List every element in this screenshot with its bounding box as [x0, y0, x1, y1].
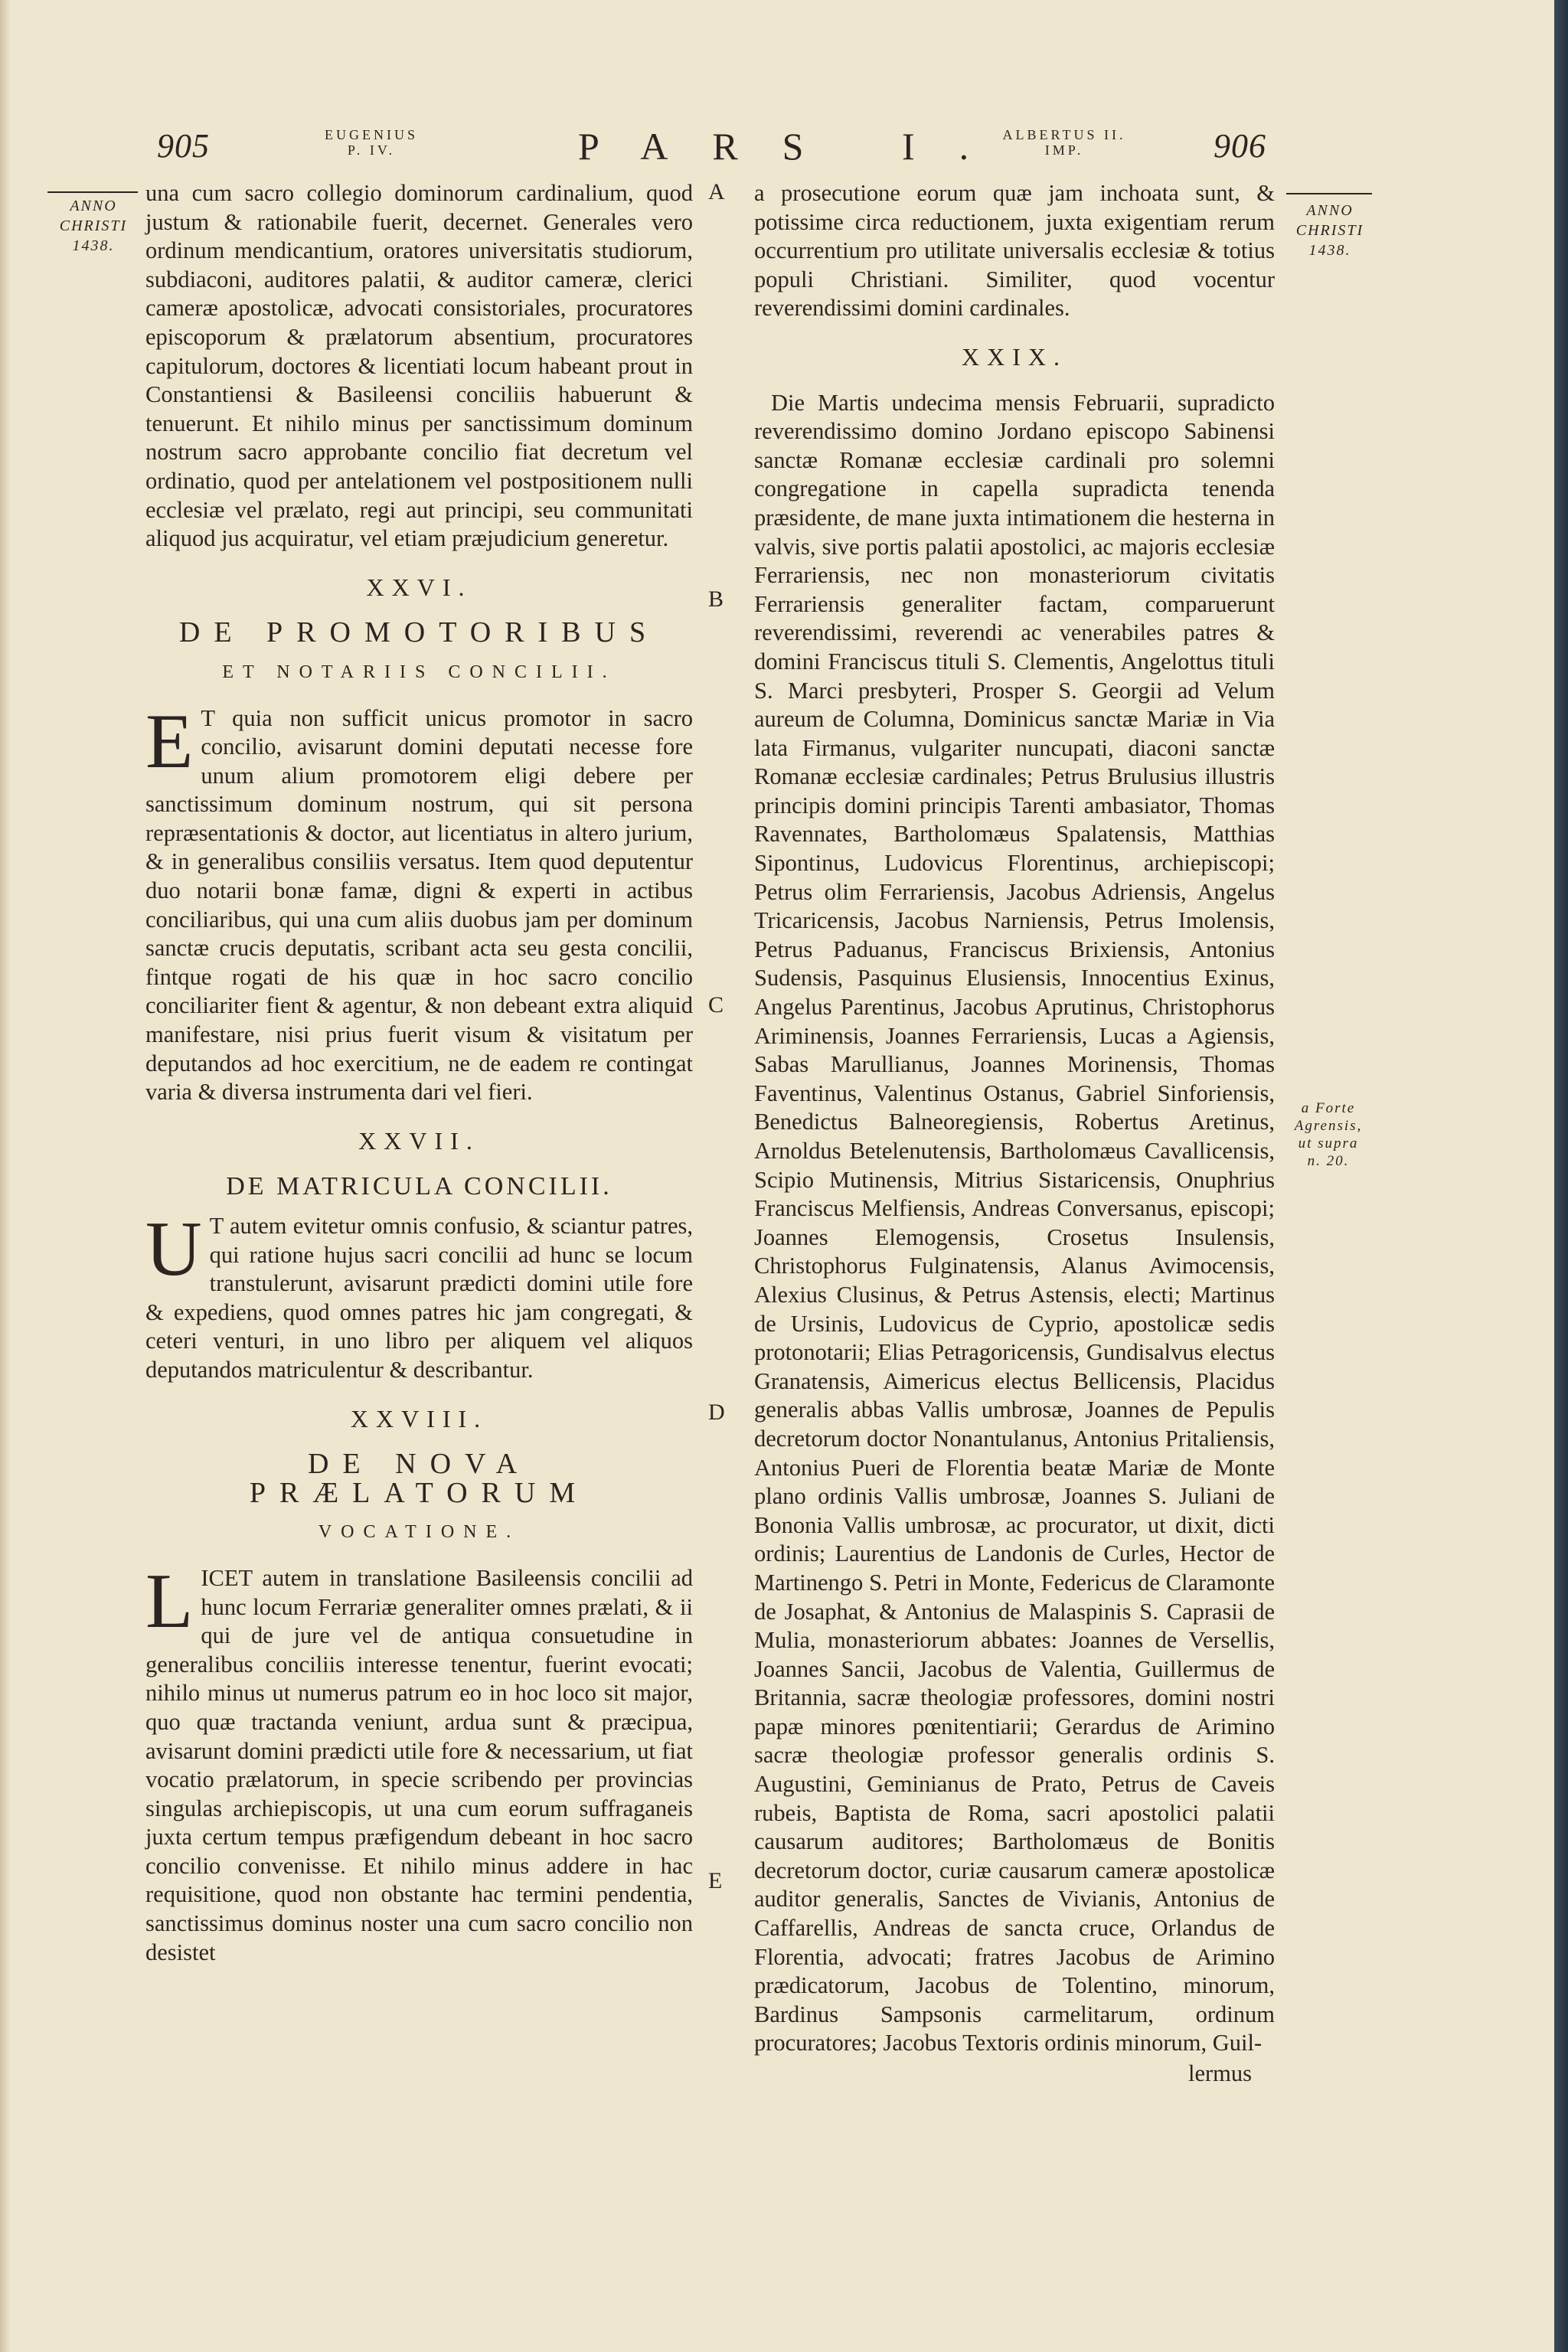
drop-cap-e: E	[145, 697, 194, 785]
left-intro-paragraph: una cum sacro collegio dominorum cardinalium, quod justum & rationabile fuerit, decernet. Generales vero ordinum mendicantium, oratores universitatis studiorum, subdiaconi, auditores palatii, & auditor cameræ, clerici cameræ apostolicæ, advocati consistoriales, procuratores episcoporum & prælatorum absentium, procuratores capitulorum, doctores & licentiati locum habeant prout in Constantiensi & Basileensi conciliis habuerunt & tenuerunt. Et nihilo minus per sanctissimum dominum nostrum sacro approbante concilio fiat decretum vel ordinatio, quod per antelationem vel postpositionem nulli ecclesiæ vel prælato, regi aut principi, seu communitati aliquod jus acquiratur, vel etiam præjudicium generetur.	[145, 180, 693, 552]
left-column	[145, 179, 693, 1968]
section-28-title: DE NOVA PRÆLATORUM	[249, 1448, 590, 1509]
page-gutter	[0, 0, 11, 2352]
margin-year-number-left: 1438.	[72, 237, 115, 254]
left-running-head	[310, 127, 433, 158]
footnote-line-1: a Forte	[1301, 1100, 1356, 1116]
section-26-number: XXVI.	[366, 573, 472, 601]
gutter-letter-b: B	[708, 586, 724, 612]
gutter-letter-e: E	[708, 1868, 723, 1893]
section-26-text: T quia non sufficit unicus promotor in sacro concilio, avisarunt domini deputati necesse fore unum alium promotorem eligi debere per sanctissimum dominum nostrum, qui sit persona repræsentationis & doctor, aut licentiatus in altero jurium, & in generalibus consiliis versatus. Item quod deputentur duo notarii bonæ famæ, digni & experti in actibus conciliaribus, qui una cum aliis duobus jam per dominum sanctæ crucis deputatis, scribant acta seu gesta concilii, fintque rogati de his quæ in hoc sacro concilio conciliariter fient & agentur, & non debeant extra aliquid manifestare, nisi prius fuerit visum & visitatum per deputandos ad hoc exercitium, ne de eadem re contingat varia & diversa instrumenta dari vel fieri.	[145, 704, 693, 1106]
page-title: PARS I.	[578, 125, 1014, 168]
section-27-paragraph	[145, 1206, 693, 1385]
section-29-number: XXIX.	[962, 342, 1067, 371]
right-page-number: 906	[1214, 127, 1266, 165]
gutter-letter-c: C	[708, 992, 724, 1018]
right-intro-paragraph: a prosecutione eorum quæ jam inchoata sunt, & potissime circa reductionem, juxta exigentiam rerum occurrentium pro utilitate universalis ecclesiæ & totius populi Christiani. Similiter, quod vocentur reverendissimi domini cardinales.	[754, 180, 1275, 322]
left-running-head-top: EUGENIUS	[325, 127, 418, 142]
section-27-text: T autem evitetur omnis confusio, & sciantur patres, qui ratione hujus sacri concilii ad hunc se locum transtulerunt, avisarunt prædicti domini utile fore & expediens, quod omnes patres hic jam congregati, & ceteri venturi, in uno libro per aliquem vel aliquos deputandos matriculentur & describantur.	[145, 1213, 693, 1383]
margin-rule-left	[47, 191, 138, 193]
left-page-number: 905	[157, 127, 210, 165]
drop-cap-u: U	[145, 1206, 202, 1292]
drop-cap-l: L	[145, 1557, 194, 1645]
left-running-head-bottom: P. IV.	[347, 142, 396, 158]
margin-year-number-right: 1438.	[1308, 242, 1351, 259]
margin-christi-left: CHRISTI	[59, 217, 128, 234]
margin-christi-right: CHRISTI	[1295, 222, 1364, 239]
footnote-line-3: ut supra	[1298, 1135, 1359, 1152]
margin-year-left	[46, 196, 141, 256]
right-running-head-bottom: IMP.	[1044, 142, 1084, 158]
section-26-subtitle: ET NOTARIIS CONCILII.	[222, 662, 616, 682]
right-running-head	[988, 127, 1141, 158]
section-28-paragraph	[145, 1557, 693, 1967]
margin-year-right	[1279, 201, 1381, 260]
section-28-number: XXVIII.	[350, 1404, 488, 1432]
section-26-title: DE PROMOTORIBUS	[178, 616, 660, 649]
section-28-subtitle: VOCATIONE.	[318, 1522, 521, 1543]
section-27-number: XXVII.	[358, 1126, 480, 1155]
right-column	[754, 179, 1275, 2090]
section-28-text: ICET autem in translatione Basileensis concilii ad hunc locum Ferrariæ generaliter omnes prælati, & ii qui de jure vel de antiqua consuetudine in generalibus conciliis interesse tenentur, fuerint evocati; nihilo minus ut numerus patrum eo in hoc loco sit major, quo quæ tractanda veniunt, ardua sunt & præcipua, avisarunt domini prædicti utile fore & necessarium, ut fiat vocatio prælatorum, in specie scribendo per provincias singulas archiepiscopis, ut una cum eorum suffraganeis juxta certum tempus præfigendum debeant in hoc sacro concilio convenisse. Et nihilo minus addere in hac requisitione, quod non obstante hac termini pendentia, sanctissimus dominus noster una cum sacro concilio non desistet	[145, 1564, 693, 1965]
section-29-text: Die Martis undecima mensis Februarii, supradicto reverendissimo domino Jordano episcopo Sabinensi sanctæ Romanæ ecclesiæ cardinali pro solemni congregatione in capella supradicta tenenda præsidente, de mane juxta intimationem die hesterna in valvis, sive portis palatii apostolici, ac majoris ecclesiæ Ferrariensis, nec non monasteriorum civitatis Ferrariensis generaliter factam, comparuerunt reverendissimi, reverendi ac venerabiles patres & domini Franciscus tituli S. Clementis, Angelottus tituli S. Marci presbyteri, Prosper S. Georgii ad Velum aureum de Columna, Dominicus sanctæ Mariæ in Via lata Firmanus, vulgariter nuncupati, diaconi sanctæ Romanæ ecclesiæ cardinales; Petrus Brulusius illustris principis domini principis Tarenti ambasiator, Thomas Ravennates, Bartholomæus Spalatensis, Matthias Sipontinus, Ludovicus Florentinus, archiepiscopi; Petrus olim Ferrariensis, Jacobus Adriensis, Angelus Tricaricensis, Jacobus Narniensis, Petrus Imolensis, Petrus Paduanus, Franciscus Brixiensis, Antonius Sudensis, Pasquinus Elusiensis, Innocentius Exinus, Angelus Parentinus, Jacobus Aprutinus, Christophorus Ariminensis, Joannes Ferrariensis, Lucas a Agiensis, Sabas Marullianus, Joannes Morinensis, Thomas Faventinus, Valentinus Ostanus, Gabriel Sinforiensis, Benedictus Balneoregiensis, Robertus Aretinus, Arnoldus Betelenutensis, Bartholomæus Cavallicensis, Scipio Mutinensis, Mitrius Sistaricensis, Onuphrius Franciscus Melfiensis, Andreas Conversanus, episcopi; Joannes Elemogensis, Crosetus Insulensis, Christophorus Fulginatensis, Alanus Avimocensis, Alexius Clusinus, & Petrus Astensis, electi; Martinus de Ursinis, Ludovicus de Cyprio, apostolicæ sedis protonotarii; Elias Petragoricensis, Gundisalvus electus Granatensis, Aimericus electus Bellicensis, Placidus generalis abbas Vallis umbrosæ, Joannes de Pepulis decretorum doctor Nonantulanus, Antonius Pritaliensis, Antonius Pueri de Florentia beatæ Mariæ de Monte plano ordinis Vallis umbrosæ, Joannes S. Juliani de Bononia Vallis umbrosæ, ac procurator, ut dixit, dicti ordinis; Laurentius de Landonis de Curles, Hector de Martinengo S. Petri in Monte, Federicus de Claramonte de Josaphat, & Antonius de Malaspinis S. Caprasii de Mulia, monasteriorum abbates: Joannes de Versellis, Joannes Sancii, Jacobus de Valentia, Guillermus de Britannia, sacræ theologiæ professores, domini nostri papæ minores pœnitentiarii; Gerardus de Arimino sacræ theologiæ professor generalis ordinis S. Augustini, Geminianus de Prato, Petrus de Caveis rubeis, Baptista de Roma, sacri apostolici palatii causarum auditores; Bartholomæus de Bonitis decretorum doctor, curiæ causarum cameræ apostolicæ auditor generalis, Sanctes de Vivianis, Antonius de Caffarellis, Andreas de sancta cruce, Orlandus de Florentia, advocati; fratres Jacobus de Arimino prædicatorum, Jacobus de Tolentino, minorum, Bardinus Sampsonis carmelitarum, ordinum procuratores; Jacobus Textoris ordinis minorum, Guil-	[754, 389, 1275, 2056]
page-edge	[1554, 0, 1568, 2352]
gutter-letter-a: A	[708, 179, 725, 204]
footnote-line-2: Agrensis,	[1294, 1118, 1363, 1134]
margin-footnote-a	[1283, 1099, 1374, 1170]
section-26-paragraph	[145, 697, 693, 1107]
catchword: lermus	[1187, 2060, 1252, 2086]
margin-anno-left: ANNO	[70, 198, 117, 214]
footnote-line-4: n. 20.	[1307, 1153, 1350, 1169]
margin-anno-right: ANNO	[1306, 202, 1354, 219]
right-running-head-top: ALBERTUS II.	[1002, 127, 1126, 142]
section-27-title: DE MATRICULA CONCILII.	[226, 1172, 612, 1201]
gutter-letter-d: D	[708, 1400, 725, 1425]
margin-rule-right	[1286, 193, 1372, 194]
